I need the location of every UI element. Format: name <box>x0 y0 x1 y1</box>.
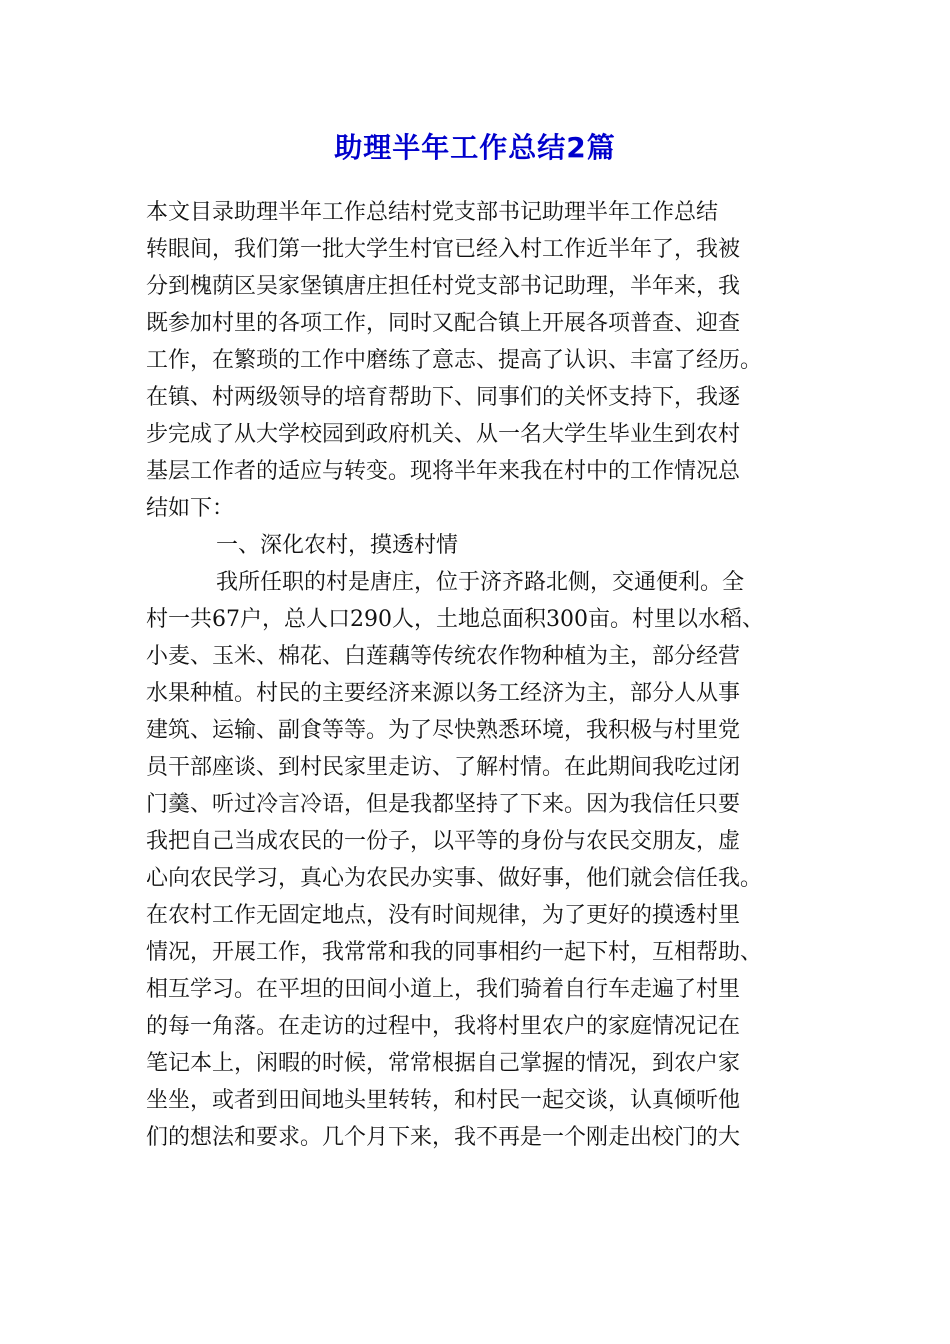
document-title: 助理半年工作总结2篇 <box>334 131 616 164</box>
text-line: 员干部座谈、到村民家里走访、了解村情。在此期间我吃过闭 <box>146 755 741 780</box>
text-line: 在农村工作无固定地点，没有时间规律，为了更好的摸透村里 <box>146 903 741 928</box>
text-line: 步完成了从大学校园到政府机关、从一名大学生毕业生到农村 <box>146 422 741 447</box>
text-line: 分到槐荫区吴家堡镇唐庄担任村党支部书记助理，半年来，我 <box>146 274 741 299</box>
text-line: 相互学习。在平坦的田间小道上，我们骑着自行车走遍了村里 <box>146 977 741 1002</box>
section-heading: 一、深化农村，摸透村情 <box>216 533 459 558</box>
text-line: 结如下： <box>146 496 235 521</box>
text-line: 转眼间，我们第一批大学生村官已经入村工作近半年了，我被 <box>146 237 741 262</box>
text-line: 的每一角落。在走访的过程中，我将村里农户的家庭情况记在 <box>146 1014 741 1039</box>
text-line: 水果种植。村民的主要经济来源以务工经济为主，部分人从事 <box>146 681 741 706</box>
text-line: 工作，在繁琐的工作中磨练了意志、提高了认识、丰富了经历。 <box>146 348 763 373</box>
text-line: 坐坐，或者到田间地头里转转，和村民一起交谈，认真倾听他 <box>146 1088 741 1113</box>
text-line: 心向农民学习，真心为农民办实事、做好事，他们就会信任我。 <box>146 866 763 891</box>
text-line: 笔记本上，闲暇的时候，常常根据自己掌握的情况，到农户家 <box>146 1051 741 1076</box>
text-line: 门羹、听过冷言冷语，但是我都坚持了下来。因为我信任只要 <box>146 792 741 817</box>
paragraph-first-line: 我所任职的村是唐庄，位于济齐路北侧，交通便利。全 <box>216 570 745 595</box>
text-line: 基层工作者的适应与转变。现将半年来我在村中的工作情况总 <box>146 459 741 484</box>
text-line: 既参加村里的各项工作，同时又配合镇上开展各项普查、迎查 <box>146 311 741 336</box>
text-line: 小麦、玉米、棉花、白莲藕等传统农作物种植为主，部分经营 <box>146 644 741 669</box>
text-line: 村一共67户，总人口290人，土地总面积300亩。村里以水稻、 <box>146 607 764 632</box>
text-line: 我把自己当成农民的一份子，以平等的身份与农民交朋友，虚 <box>146 829 741 854</box>
document-body <box>146 194 826 1156</box>
text-line: 本文目录助理半年工作总结村党支部书记助理半年工作总结 <box>146 200 719 225</box>
text-line: 建筑、运输、副食等等。为了尽快熟悉环境，我积极与村里党 <box>146 718 741 743</box>
text-line: 们的想法和要求。几个月下来，我不再是一个刚走出校门的大 <box>146 1125 741 1150</box>
text-line: 在镇、村两级领导的培育帮助下、同事们的关怀支持下，我逐 <box>146 385 741 410</box>
text-line: 情况，开展工作，我常常和我的同事相约一起下村，互相帮助、 <box>146 940 763 965</box>
